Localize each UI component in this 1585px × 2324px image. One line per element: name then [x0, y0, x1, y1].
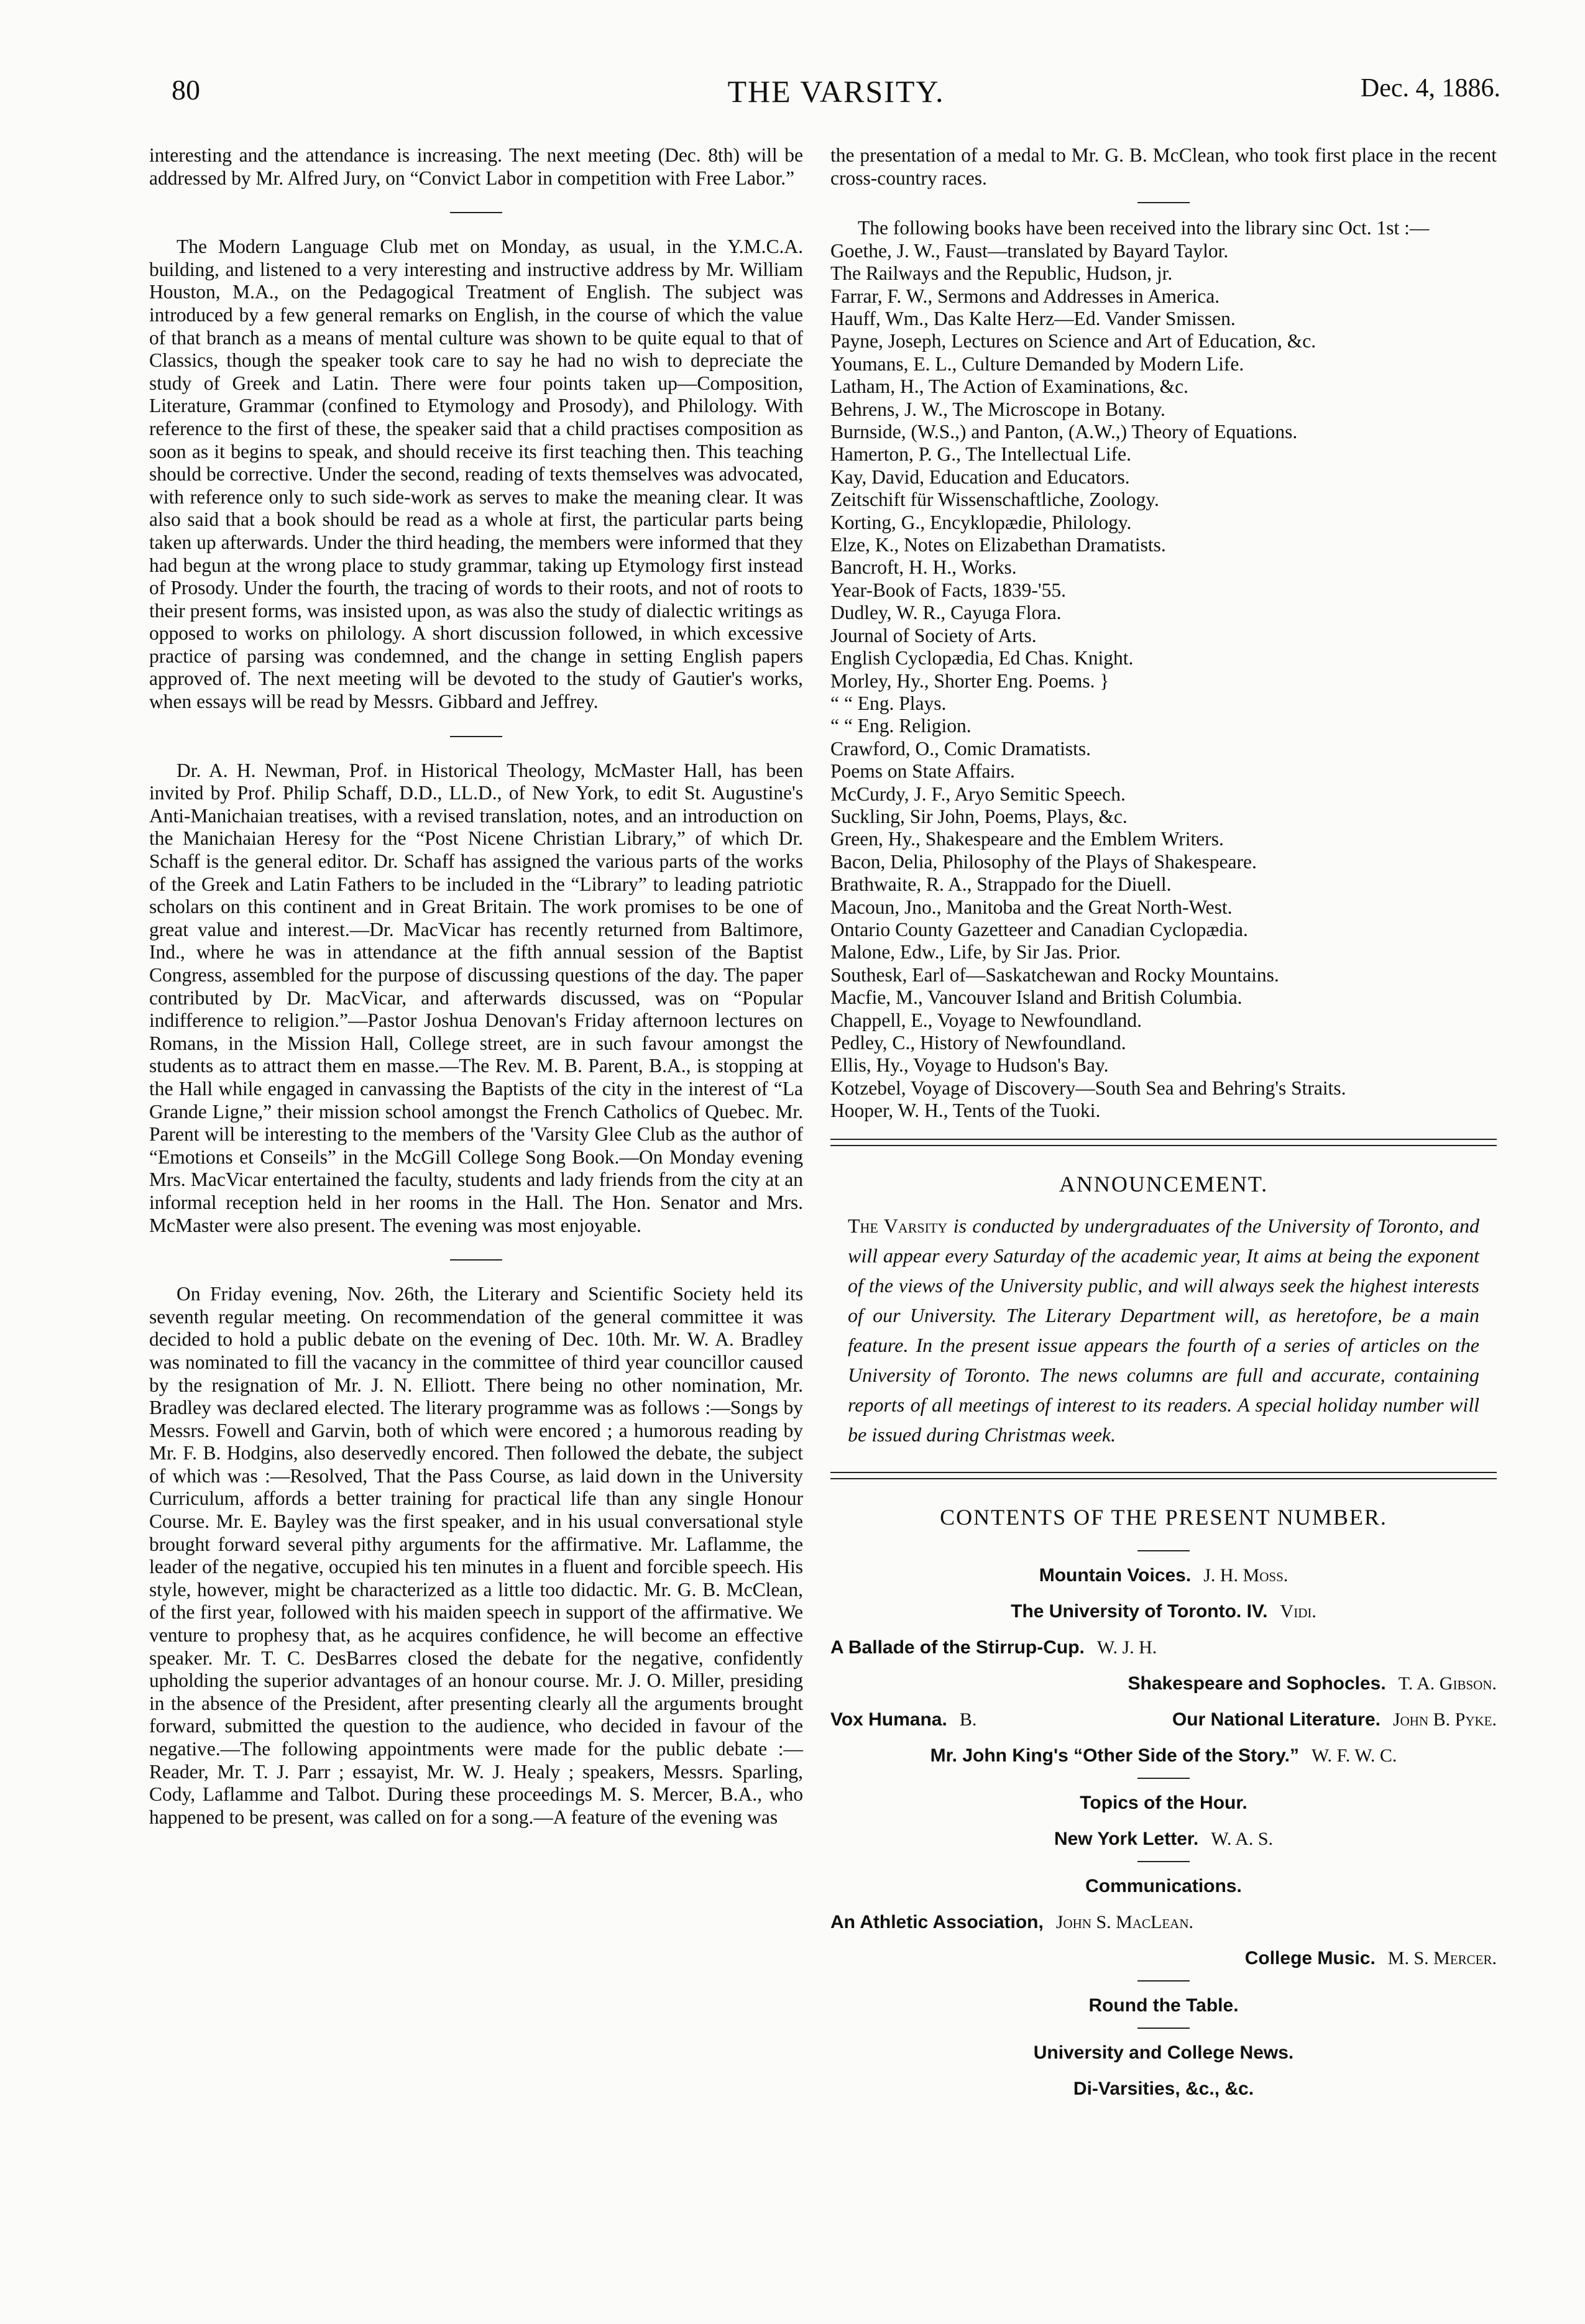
contents-author: B. — [959, 1709, 977, 1730]
contents-item — [830, 1594, 1497, 1630]
book-entry: Journal of Society of Arts. — [830, 624, 1037, 646]
book-entry: Bancroft, H. H., Works. — [830, 556, 1017, 579]
contents-divider — [1137, 1980, 1190, 1982]
book-entry: Youmans, E. L., Culture Demanded by Modern Life. — [830, 352, 1244, 375]
contents-item-pair — [830, 1702, 1497, 1738]
book-entry: Brathwaite, R. A., Strappado for the Diuell. — [830, 873, 1172, 896]
contents-item — [830, 2071, 1497, 2107]
book-entry: Latham, H., The Action of Examinations, &c. — [830, 375, 1188, 398]
book-entry: Goethe, J. W., Faust—translated by Bayard Taylor. — [830, 239, 1229, 262]
announcement-text — [830, 1211, 1497, 1449]
book-entry: McCurdy, J. F., Aryo Semitic Speech. — [830, 783, 1126, 805]
contents-title: Communications. — [1085, 1875, 1242, 1896]
contents-author: W. J. H. — [1096, 1637, 1157, 1658]
contents-title: Round the Table. — [1088, 1995, 1239, 2016]
book-entry: Korting, G., Encyklopædie, Philology. — [830, 511, 1132, 533]
paragraph-literary-society: On Friday evening, Nov. 26th, the Literary and Scientific Society held its seventh regular meeting. On recommendation of the general committee it was decided to hold a public debate on the evening of Dec. 10th. Mr. W. A. Bradley was nominated to fill the vacancy in the committee of third year councillor caused by the resignation of Mr. J. N. Elliott. There being no other nomination, Mr. Bradley was declared elected. The literary programme was as follows :—Songs by Messrs. Fowell and Garvin, both of which were encored ; a humorous reading by Mr. F. B. Hodgins, also deservedly encored. Then followed the debate, the subject of which was :—Resolved, That the Pass Course, as laid down in the University Curriculum, affords a better training for practical life than any single Honour Course. Mr. E. Bayley was the first speaker, and in his usual conversational style brought forward several pithy arguments for the affirmative. Mr. Laflamme, the leader of the negative, occupied his ten minutes in a fluent and forcible speech. His style, however, might be characterized as a little too didactic. Mr. G. B. McClean, of the first year, followed with his maiden speech in support of the affirmative. We venture to prophesy that, as he acquires confidence, he will become an effective speaker. Mr. T. C. DesBarres closed the debate for the negative, confidently upholding the superior advantages of an honour course. Mr. J. O. Miller, presiding in the absence of the President, after presenting clearly all the arguments brought forward, submitted the question to the audience, who decided in favour of the negative.—The following appointments were made for the public debate :—Reader, Mr. T. J. Parr ; essayist, Mr. W. J. Healy ; speakers, Messrs. Sparling, Cody, Laflamme and Talbot. During these proceedings M. S. Mercer, B.A., who happened to be present, was called on for a song.—A feature of the evening was — [149, 1283, 803, 1828]
contents-item — [830, 1558, 1497, 1594]
book-entry: “ “ Eng. Plays. — [830, 692, 947, 714]
contents-item — [830, 2035, 1497, 2071]
section-divider — [1137, 202, 1190, 203]
book-entry: Ontario County Gazetteer and Canadian Cyclopædia. — [830, 918, 1248, 940]
book-entry: Zeitschift für Wissenschaftliche, Zoology. — [830, 489, 1159, 511]
contents-divider — [1137, 1778, 1190, 1779]
contents-title: The University of Toronto. IV. — [1011, 1601, 1268, 1622]
contents-title: Di-Varsities, &c., &c. — [1073, 2078, 1254, 2099]
contents-heading: CONTENTS OF THE PRESENT NUMBER. — [940, 1504, 1387, 1530]
contents-title: New York Letter. — [1054, 1828, 1199, 1849]
book-entry: Kay, David, Education and Educators. — [830, 466, 1130, 488]
contents-item — [830, 1904, 1497, 1940]
paragraph-mcmaster-hall: Dr. A. H. Newman, Prof. in Historical Theology, McMaster Hall, has been invited by Prof. Philip Schaff, D.D., LL.D., of New York, to edit St. Augustine's Anti-Manichaian treatises, with a revised translation, notes, and an introduction on the Manichaian Heresy for the “Post Nicene Christian Library,” of which Dr. Schaff is the general editor. Dr. Schaff has assigned the various parts of the works of the Greek and Latin Fathers to be included in the “Library” to leading patriotic scholars on this continent and in Great Britain. The work promises to be one of great value and interest.—Dr. MacVicar has recently returned from Baltimore, Ind., where he was in attendance at the fifth annual session of the Baptist Congress, assembled for the purpose of discussing questions of the day. The paper contributed by Dr. MacVicar, and afterwards discussed, was on “Popular indifference to religion.”—Pastor Joshua Denovan's Friday afternoon lectures on Romans, in the Mission Hall, College street, are in such favour amongst the students as to attract them en masse.—The Rev. M. B. Parent, B.A., is stopping at the Hall while engaged in canvassing the Baptists of the city in the interest of “La Grande Ligne,” their mission school amongst the French Catholics of Quebec. Mr. Parent will be interesting to the members of the 'Varsity Glee Club as the author of “Emotions et Conseils” in the McGill College Song Book.—On Monday evening Mrs. MacVicar entertained the faculty, students and lady friends from the city at an informal reception held in her rooms in the Hall. The Hon. Senator and Mrs. McMaster were also present. The evening was most enjoyable. — [149, 759, 803, 1236]
contents-item — [830, 1988, 1497, 2024]
contents-author: W. A. S. — [1211, 1828, 1274, 1849]
book-entry: Poems on State Affairs. — [830, 760, 1015, 783]
contents-divider — [1137, 1550, 1190, 1551]
book-entry: Burnside, (W.S.,) and Panton, (A.W.,) Theory of Equations. — [830, 421, 1298, 443]
contents-title: An Athletic Association, — [830, 1911, 1044, 1932]
book-entry: Bacon, Delia, Philosophy of the Plays of Shakespeare. — [830, 850, 1257, 873]
contents-author: John S. MacLean. — [1055, 1911, 1194, 1932]
contents-item — [830, 1868, 1497, 1904]
contents-title: College Music. — [1244, 1947, 1376, 1968]
book-entry: Farrar, F. W., Sermons and Addresses in America. — [830, 285, 1220, 307]
book-entry: Dudley, W. R., Cayuga Flora. — [830, 602, 1062, 624]
contents-title: Mountain Voices. — [1039, 1564, 1192, 1586]
book-entry: Ellis, Hy., Voyage to Hudson's Bay. — [830, 1054, 1109, 1077]
contents-title: Topics of the Hour. — [1080, 1792, 1247, 1813]
book-entry: Suckling, Sir John, Poems, Plays, &c. — [830, 805, 1128, 827]
book-entry: The Railways and the Republic, Hudson, jr. — [830, 262, 1173, 285]
contents-list — [830, 1550, 1497, 2107]
book-entry: Macfie, M., Vancouver Island and British Columbia. — [830, 986, 1243, 1009]
contents-author: W. F. W. C. — [1311, 1745, 1397, 1766]
contents-author: J. H. Moss. — [1203, 1564, 1289, 1586]
contents-title: University and College News. — [1033, 2042, 1294, 2063]
book-entry: Green, Hy., Shakespeare and the Emblem Writers. — [830, 828, 1224, 850]
contents-item — [830, 1702, 976, 1738]
issue-date: Dec. 4, 1886. — [1360, 74, 1500, 103]
book-entry: Hooper, W. H., Tents of the Tuoki. — [830, 1100, 1101, 1122]
contents-title: Shakespeare and Sophocles. — [1128, 1673, 1386, 1694]
masthead-title: THE VARSITY. — [727, 74, 945, 109]
announcement-lead: The Varsity — [848, 1214, 948, 1237]
book-entry: Kotzebel, Voyage of Discovery—South Sea and Behring's Straits. — [830, 1077, 1346, 1099]
announcement-heading: ANNOUNCEMENT. — [1059, 1171, 1269, 1196]
contents-title: Our National Literature. — [1172, 1709, 1381, 1730]
paragraph-modern-language-club: The Modern Language Club met on Monday, as usual, in the Y.M.C.A. building, and listened to a very interesting and instructive address by Mr. William Houston, M.A., on the Pedagogical Treatment of English. The subject was introduced by a few general remarks on English, in the course of which the value of that branch as a means of mental culture was shown to be quite equal to that of Classics, though the speaker took care to say he had no wish to depreciate the study of Greek and Latin. There were four points taken up—Composition, Literature, Grammar (confined to Etymology and Prosody), and Philology. With reference to the first of these, the speaker said that a child practises composition as soon as it begins to speak, and should receive its first teaching then. This teaching should be corrective. Under the second, reading of texts themselves was advocated, with reference only to such side-work as serves to make the meaning clear. It was also said that a book should be read as a whole at first, the particular parts being taken up afterwards. Under the third heading, the members were informed that they had begun at the wrong place to study grammar, taking up Etymology first instead of Prosody. Under the fourth, the tracing of words to their roots, and not of roots to their present forms, was insisted upon, as was also the study of dialectic writings as opposed to works on philology. A short discussion followed, in which excessive practice of parsing was condemned, and the change in setting English papers approved of. The next meeting will be devoted to the study of Gautier's works, when essays will be read by Messrs. Gibbard and Jeffrey. — [149, 236, 803, 713]
book-entry: Elze, K., Notes on Elizabethan Dramatists. — [830, 534, 1166, 556]
book-entry: Southesk, Earl of—Saskatchewan and Rocky Mountains. — [830, 963, 1279, 986]
book-entry: English Cyclopædia, Ed Chas. Knight. — [830, 647, 1134, 669]
contents-author: John B. Pyke. — [1392, 1709, 1497, 1730]
book-entry: Hamerton, P. G., The Intellectual Life. — [830, 443, 1132, 466]
contents-author: Vidi. — [1280, 1601, 1316, 1622]
double-rule — [830, 1139, 1497, 1146]
contents-divider — [1137, 1861, 1190, 1862]
page-header — [168, 73, 1504, 117]
contents-item — [830, 1785, 1497, 1821]
double-rule — [830, 1472, 1497, 1479]
book-entry: Chappell, E., Voyage to Newfoundland. — [830, 1009, 1142, 1031]
contents-item — [830, 1630, 1497, 1666]
library-books-intro: The following books have been received into the library sinc Oct. 1st :— — [858, 217, 1430, 239]
book-entry: Year-Book of Facts, 1839-'55. — [830, 579, 1066, 601]
contents-title: Mr. John King's “Other Side of the Story.” — [930, 1745, 1299, 1766]
book-entry: Pedley, C., History of Newfoundland. — [830, 1032, 1126, 1054]
contents-author: M. S. Mercer. — [1387, 1947, 1497, 1968]
book-entry: Morley, Hy., Shorter Eng. Poems. } — [830, 669, 1110, 692]
paragraph-continuation: interesting and the attendance is increasing. The next meeting (Dec. 8th) will be addressed by Mr. Alfred Jury, on “Convict Labor in competition with Free Labor.” — [149, 144, 803, 189]
book-entry: Hauff, Wm., Das Kalte Herz—Ed. Vander Smissen. — [830, 308, 1236, 329]
book-entry: Macoun, Jno., Manitoba and the Great North-West. — [830, 896, 1233, 918]
book-entry: Behrens, J. W., The Microscope in Botany. — [830, 398, 1165, 420]
contents-item — [830, 1738, 1497, 1774]
left-column — [149, 144, 803, 1829]
contents-item — [830, 1940, 1497, 1977]
contents-divider — [1137, 2028, 1190, 2029]
contents-item — [830, 1821, 1497, 1857]
book-entry: “ “ Eng. Religion. — [830, 715, 972, 737]
paragraph-medal-continuation: the presentation of a medal to Mr. G. B. McClean, who took first place in the recent cross-country races. — [830, 144, 1497, 189]
library-books-list — [830, 240, 1497, 1123]
contents-author: T. A. Gibson. — [1398, 1673, 1497, 1694]
book-entry: Crawford, O., Comic Dramatists. — [830, 737, 1091, 760]
section-divider — [450, 1259, 502, 1261]
right-column — [830, 144, 1497, 2107]
contents-title: A Ballade of the Stirrup-Cup. — [830, 1637, 1085, 1658]
contents-item — [830, 1666, 1497, 1702]
book-entry: Malone, Edw., Life, by Sir Jas. Prior. — [830, 941, 1121, 963]
announcement-body: is conducted by undergraduates of the University of Toronto, and will appear every Saturday of the academic year, It aims at being the exponent of the views of the University public, and will always seek the highest interests of our University. The Literary Department will, as heretofore, be a main feature. In the present issue appears the fourth of a series of articles on the University of Toronto. The news columns are full and accurate, containing reports of all meetings of interest to its readers. A special holiday number will be issued during Christmas week. — [848, 1214, 1480, 1446]
contents-title: Vox Humana. — [830, 1709, 947, 1730]
section-divider — [450, 212, 502, 213]
contents-item — [1172, 1702, 1497, 1738]
section-divider — [450, 736, 502, 737]
book-entry: Payne, Joseph, Lectures on Science and Art of Education, &c. — [830, 330, 1316, 352]
page-number: 80 — [172, 74, 200, 106]
